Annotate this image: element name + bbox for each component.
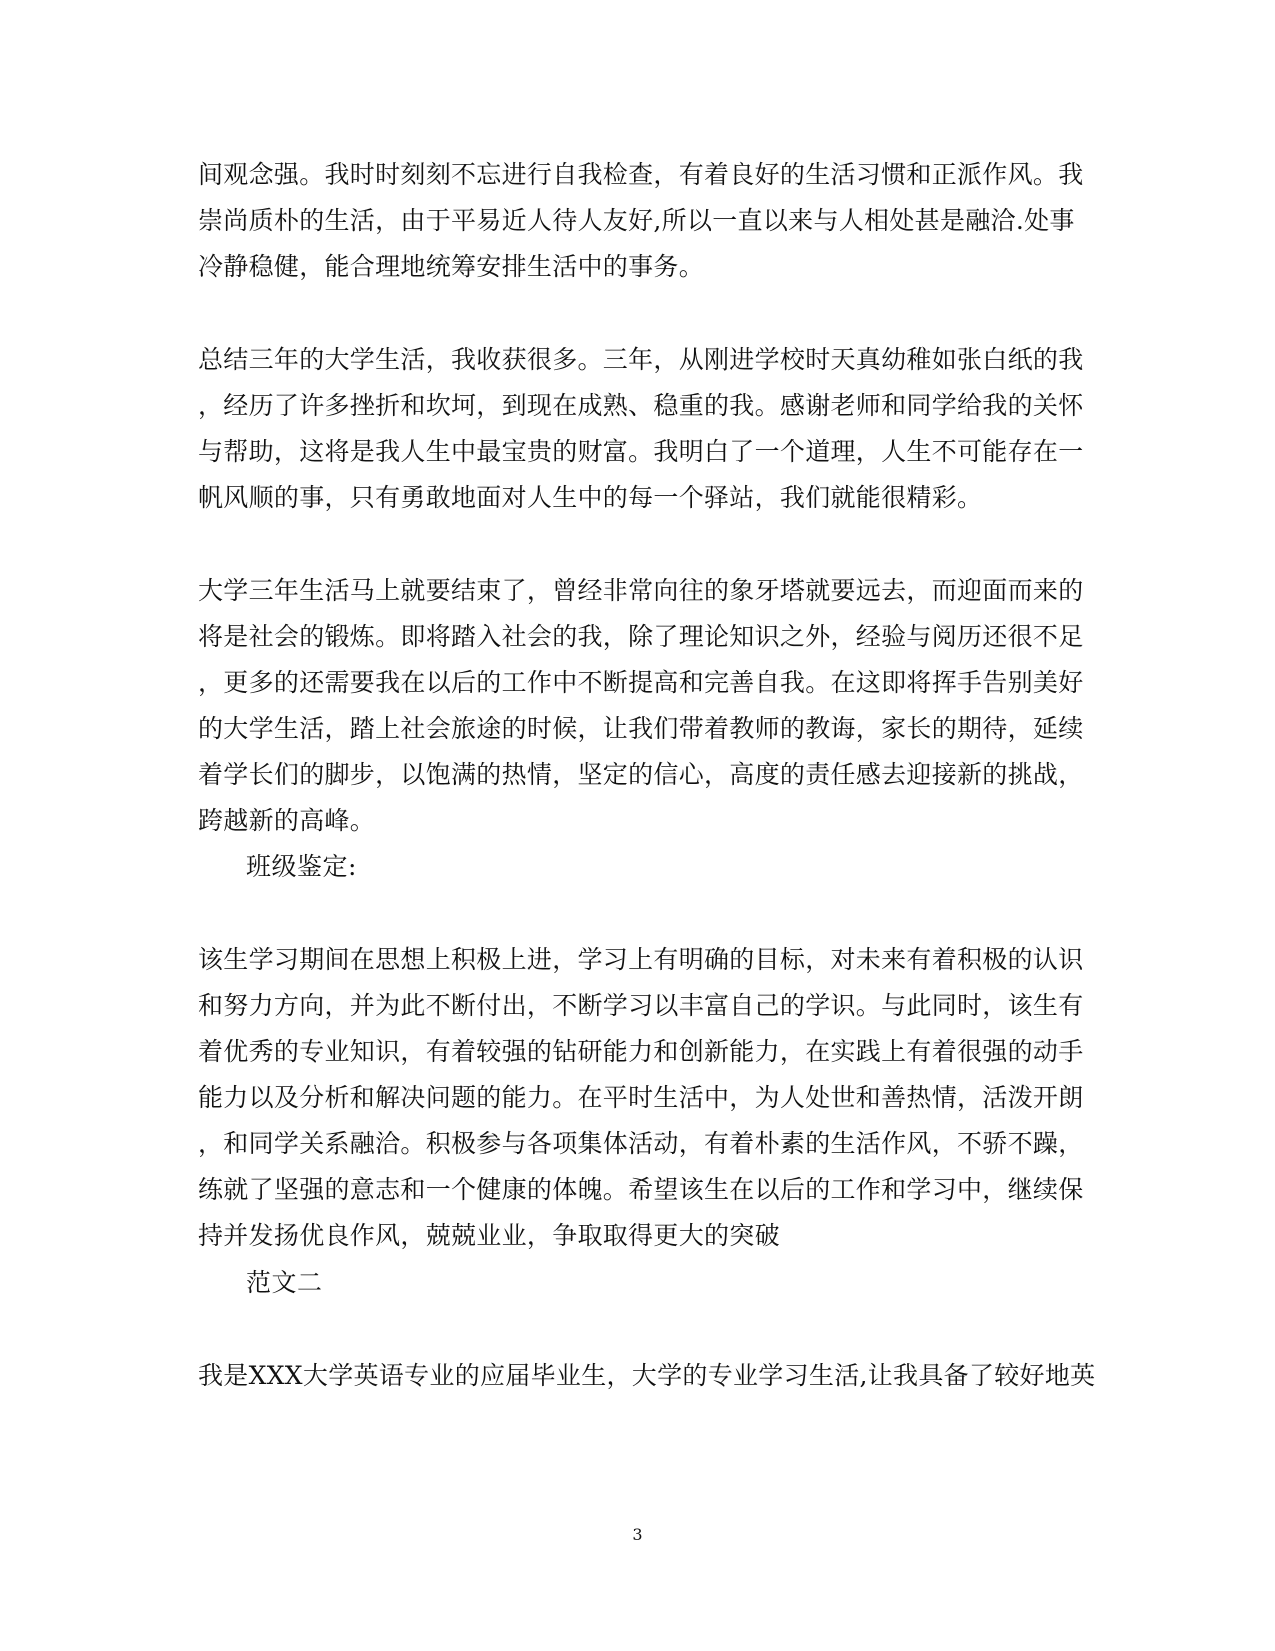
- paragraph-4-line-7: 持并发扬优良作风，兢兢业业，争取取得更大的突破: [198, 1221, 780, 1250]
- paragraph-3-line-1: 大学三年生活马上就要结束了，曾经非常向往的象牙塔就要远去，而迎面而来的: [198, 576, 1084, 605]
- paragraph-4-line-2: 和努力方向，并为此不断付出，不断学习以丰富自己的学识。与此同时，该生有: [198, 991, 1084, 1020]
- paragraph-4-line-3: 着优秀的专业知识，有着较强的钻研能力和创新能力，在实践上有着很强的动手: [198, 1037, 1084, 1066]
- paragraph-2-line-3: 与帮助，这将是我人生中最宝贵的财富。我明白了一个道理，人生不可能存在一: [198, 437, 1084, 466]
- paragraph-3-line-4: 的大学生活，踏上社会旅途的时候，让我们带着教师的教诲，家长的期待，延续: [198, 714, 1084, 743]
- paragraph-4-line-4: 能力以及分析和解决问题的能力。在平时生活中，为人处世和善热情，活泼开朗: [198, 1083, 1084, 1112]
- paragraph-1-line-3: 冷静稳健，能合理地统筹安排生活中的事务。: [198, 252, 705, 281]
- paragraph-1-line-2: 崇尚质朴的生活，由于平易近人待人友好,所以一直以来与人相处甚是融洽.处事: [198, 206, 1075, 235]
- paragraph-2-line-1: 总结三年的大学生活，我收获很多。三年，从刚进学校时天真幼稚如张白纸的我: [198, 345, 1084, 374]
- paragraph-5-line-1: 我是XXX大学英语专业的应届毕业生，大学的专业学习生活,让我具备了较好地英: [198, 1361, 1096, 1390]
- paragraph-3-line-2: 将是社会的锻炼。即将踏入社会的我，除了理论知识之外，经验与阅历还很不足: [198, 622, 1084, 651]
- paragraph-3-line-3: ，更多的还需要我在以后的工作中不断提高和完善自我。在这即将挥手告别美好: [198, 668, 1084, 697]
- page-number: 3: [632, 1525, 643, 1544]
- paragraph-4-line-1: 该生学习期间在思想上积极上进，学习上有明确的目标，对未来有着积极的认识: [198, 945, 1084, 974]
- paragraph-2-line-2: ，经历了许多挫折和坎坷，到现在成熟、稳重的我。感谢老师和同学给我的关怀: [198, 391, 1084, 420]
- paragraph-3-line-6: 跨越新的高峰。: [198, 806, 376, 835]
- paragraph-2-line-4: 帆风顺的事，只有勇敢地面对人生中的每一个驿站，我们就能很精彩。: [198, 483, 983, 512]
- paragraph-4-line-6: 练就了坚强的意志和一个健康的体魄。希望该生在以后的工作和学习中，继续保: [198, 1175, 1084, 1204]
- paragraph-1-line-1: 间观念强。我时时刻刻不忘进行自我检查，有着良好的生活习惯和正派作风。我: [198, 160, 1084, 189]
- class-evaluation-heading: 班级鉴定:: [246, 852, 357, 881]
- paragraph-4-line-5: ，和同学关系融洽。积极参与各项集体活动，有着朴素的生活作风，不骄不躁，: [198, 1129, 1084, 1158]
- paragraph-3-line-5: 着学长们的脚步，以饱满的热情，坚定的信心，高度的责任感去迎接新的挑战，: [198, 760, 1084, 789]
- sample-two-heading: 范文二: [246, 1268, 323, 1297]
